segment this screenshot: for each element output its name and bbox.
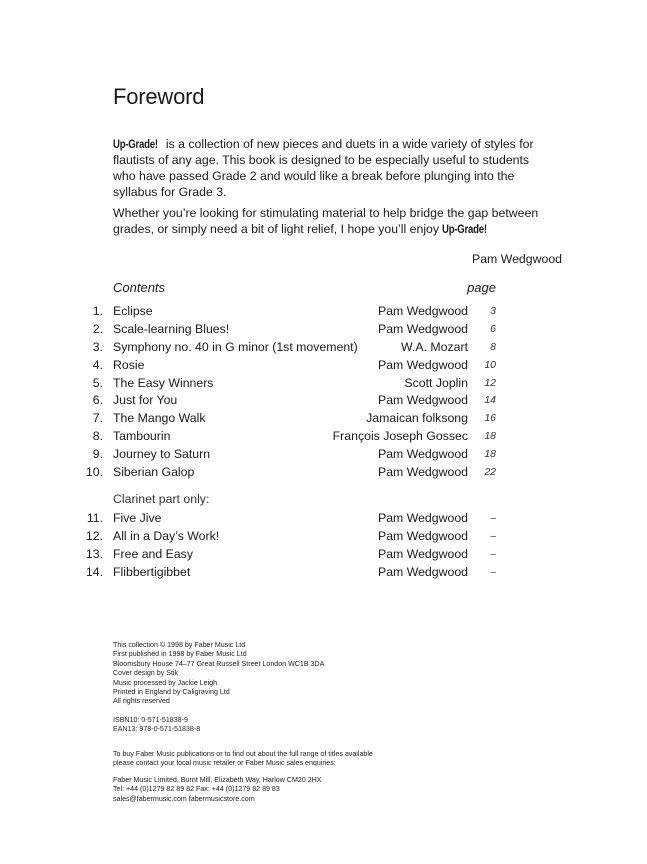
contents-row bbox=[80, 446, 496, 464]
contents-number: 5. bbox=[92, 375, 103, 390]
page-number: – bbox=[490, 530, 496, 542]
colophon-line: Faber Music Limited, Burnt Mill, Elizabeth Way, Harlow CM20 2HX bbox=[113, 776, 322, 784]
colophon-contact bbox=[113, 776, 413, 804]
piece-title: Symphony no. 40 in G minor (1st movement) bbox=[113, 339, 358, 354]
piece-title: The Mango Walk bbox=[113, 411, 206, 426]
contents-row bbox=[80, 339, 496, 357]
contents-row bbox=[80, 564, 496, 582]
page-number: 10 bbox=[484, 358, 496, 371]
colophon-line: First published in 1998 by Faber Music Ltd bbox=[113, 650, 247, 659]
piece-composer: Pam Wedgwood bbox=[378, 321, 468, 336]
contents-number: 4. bbox=[92, 357, 103, 372]
contents-row bbox=[80, 510, 496, 528]
page-number: 22 bbox=[484, 466, 496, 479]
colophon-isbn bbox=[113, 716, 413, 735]
contents-number: 6. bbox=[92, 393, 103, 408]
colophon-line: This collection © 1998 by Faber Music Ltd bbox=[113, 641, 246, 649]
contents-number: 10. bbox=[85, 465, 103, 480]
piece-composer: François Joseph Gossec bbox=[332, 429, 468, 444]
piece-composer: Pam Wedgwood bbox=[378, 511, 468, 525]
piece-composer: Pam Wedgwood bbox=[378, 546, 468, 561]
piece-title: Eclipse bbox=[113, 304, 153, 318]
colophon-line: Bloomsbury House 74–77 Great Russell Street London WC1B 3DA bbox=[113, 659, 325, 668]
contents-row bbox=[80, 392, 496, 410]
contents-number: 13. bbox=[85, 546, 103, 561]
colophon-line: To buy Faber Music publications or to find out about the full range of titles available bbox=[113, 750, 373, 758]
colophon-line: ISBN10: 0-571-51838-9 bbox=[113, 716, 188, 724]
foreword-text-1: is a collection of new pieces and duets in a wide variety of styles for flautists of any age. This book is designed to be especially useful to students who have passed Grade 2 and would like a break before plunging into the syllabus for Grade 3. bbox=[113, 137, 534, 199]
contents-number: 11. bbox=[86, 511, 103, 525]
colophon-line: Printed in England by Caligraving Ltd bbox=[113, 688, 230, 697]
clarinet-section-label: Clarinet part only: bbox=[113, 492, 210, 506]
piece-title: Free and Easy bbox=[113, 546, 193, 561]
piece-title: All in a Day’s Work! bbox=[113, 528, 220, 543]
page-title: Foreword bbox=[113, 84, 205, 109]
contents-row bbox=[80, 546, 496, 564]
page-number: 6 bbox=[490, 322, 496, 335]
piece-title: Five Jive bbox=[113, 511, 162, 525]
clarinet-contents-list bbox=[80, 510, 496, 582]
contents-number: 1. bbox=[92, 304, 103, 318]
piece-title: The Easy Winners bbox=[113, 375, 214, 390]
page-number: 8 bbox=[490, 340, 496, 353]
colophon-line: Cover design by Stik bbox=[113, 669, 179, 678]
page-number: – bbox=[490, 548, 496, 560]
contents-title: Contents bbox=[113, 280, 166, 295]
page-column-heading: page bbox=[467, 280, 496, 295]
piece-composer: Pam Wedgwood bbox=[378, 447, 468, 462]
piece-title: Rosie bbox=[113, 357, 145, 372]
contents-number: 9. bbox=[92, 447, 103, 462]
contents-list bbox=[80, 303, 496, 482]
contents-number: 7. bbox=[92, 411, 103, 426]
piece-title: Scale-learning Blues! bbox=[113, 321, 230, 336]
piece-composer: Pam Wedgwood bbox=[378, 528, 468, 543]
colophon-line: sales@fabermusic.com fabermusicstore.com bbox=[113, 794, 255, 803]
contents-row bbox=[80, 303, 496, 321]
contents-number: 14. bbox=[85, 564, 103, 579]
piece-title: Siberian Galop bbox=[113, 465, 195, 480]
colophon-purchase-info bbox=[113, 750, 413, 769]
colophon-line: All rights reserved bbox=[113, 697, 170, 706]
foreword-paragraph-1 bbox=[113, 136, 553, 200]
page-number: 18 bbox=[484, 430, 496, 443]
page-number: 16 bbox=[484, 412, 496, 425]
colophon-copyright bbox=[113, 641, 413, 707]
contents-number: 3. bbox=[92, 339, 103, 354]
contents-row bbox=[80, 464, 496, 482]
page-number: 14 bbox=[484, 394, 496, 407]
piece-title: Journey to Saturn bbox=[113, 447, 211, 462]
piece-composer: Pam Wedgwood bbox=[378, 465, 468, 480]
contents-row bbox=[80, 410, 496, 428]
piece-composer: Pam Wedgwood bbox=[378, 357, 468, 372]
piece-composer: Scott Joplin bbox=[404, 375, 468, 390]
piece-title: Just for You bbox=[113, 393, 178, 408]
page-number: 12 bbox=[484, 376, 496, 389]
piece-title: Tambourin bbox=[113, 429, 171, 444]
foreword-signature: Pam Wedgwood bbox=[472, 252, 562, 266]
contents-row bbox=[80, 321, 496, 339]
piece-title: Flibbertigibbet bbox=[113, 564, 191, 579]
piece-composer: W.A. Mozart bbox=[401, 339, 468, 354]
piece-composer: Pam Wedgwood bbox=[378, 393, 468, 408]
contents-row bbox=[80, 375, 496, 393]
page-number: 3 bbox=[490, 305, 496, 317]
contents-heading bbox=[113, 280, 496, 295]
contents-row bbox=[80, 357, 496, 375]
contents-row bbox=[80, 528, 496, 546]
page-number: 18 bbox=[484, 448, 496, 461]
colophon-line: Tel: +44 (0)1279 82 89 82 Fax: +44 (0)1279 82 89 83 bbox=[113, 785, 280, 794]
piece-composer: Jamaican folksong bbox=[366, 411, 468, 426]
page-number: – bbox=[490, 566, 496, 578]
contents-number: 2. bbox=[92, 321, 103, 336]
piece-composer: Pam Wedgwood bbox=[378, 304, 468, 318]
piece-composer: Pam Wedgwood bbox=[378, 564, 468, 579]
brand-name: Up-Grade! bbox=[442, 222, 488, 236]
colophon-line: please contact your local music retailer or Faber Music sales enquiries: bbox=[113, 759, 336, 768]
foreword-paragraph-2 bbox=[113, 205, 553, 237]
colophon-line: EAN13: 978-0-571-51838-8 bbox=[113, 725, 201, 734]
colophon-line: Music processed by Jackie Leigh bbox=[113, 678, 218, 687]
contents-number: 12. bbox=[85, 528, 103, 543]
contents-row bbox=[80, 428, 496, 446]
brand-name: Up-Grade! bbox=[113, 137, 158, 151]
foreword-text-2: Whether you’re looking for stimulating material to help bridge the gap between grades, or simply need a bit of light relief, I hope you’ll enjoy bbox=[113, 206, 539, 236]
page-number: – bbox=[490, 513, 496, 524]
contents-number: 8. bbox=[92, 429, 103, 444]
